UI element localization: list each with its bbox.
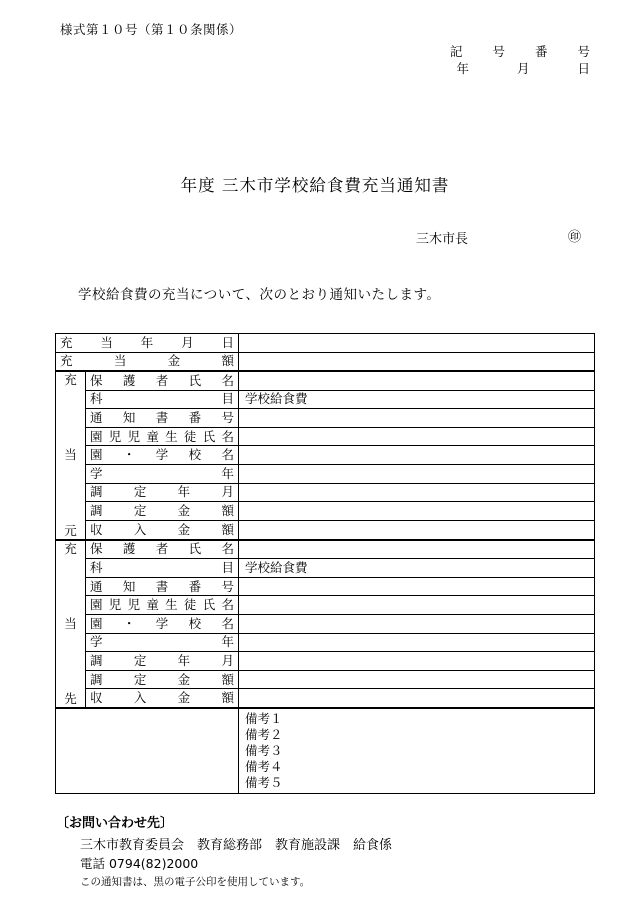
- row-value-field[interactable]: [239, 427, 595, 446]
- seal-mark: ㊞: [568, 230, 582, 245]
- row-label: 園児児童生徒氏名: [86, 427, 239, 446]
- row-value-field[interactable]: 学校給食費: [239, 559, 595, 578]
- note-line: 備考３: [245, 743, 283, 758]
- section-row: [56, 409, 595, 428]
- header-row: [56, 334, 595, 353]
- section-row: [56, 633, 595, 652]
- row-label: 収入金額: [86, 520, 239, 539]
- side-label-stack: [56, 372, 85, 539]
- registry-char: 日: [577, 61, 590, 76]
- row-value-field[interactable]: [239, 596, 595, 615]
- side-char: 充: [64, 540, 77, 556]
- registry-number-line: [450, 43, 590, 60]
- row-label: 園・学校名: [86, 614, 239, 633]
- row-value-field[interactable]: [239, 334, 595, 353]
- row-value-field[interactable]: [239, 352, 595, 371]
- row-label: 保護者氏名: [86, 371, 239, 390]
- section-row: [56, 652, 595, 671]
- side-char: 充: [64, 372, 77, 387]
- section-row: [56, 390, 595, 409]
- section-row: [56, 427, 595, 446]
- note-line: 備考４: [245, 759, 283, 774]
- section-row: [56, 465, 595, 484]
- row-label: 学年: [86, 465, 239, 484]
- issuer-name: 三木市長: [416, 232, 469, 247]
- notes-cell[interactable]: [239, 708, 595, 794]
- row-value-field[interactable]: 学校給食費: [239, 390, 595, 409]
- section-row: [56, 670, 595, 689]
- row-label: 学年: [86, 633, 239, 652]
- form-number: 様式第１０号（第１０条関係）: [60, 22, 243, 37]
- row-label: 通知書番号: [86, 577, 239, 596]
- side-char: 先: [64, 691, 77, 706]
- side-char: 元: [64, 522, 77, 538]
- row-value-field[interactable]: [239, 689, 595, 708]
- section-row: [56, 614, 595, 633]
- header-row: [56, 352, 595, 371]
- registry-char: 号: [577, 44, 590, 59]
- registry-date-line: [450, 60, 590, 77]
- row-value-field[interactable]: [239, 371, 595, 390]
- row-value-field[interactable]: [239, 465, 595, 484]
- row-value-field[interactable]: [239, 652, 595, 671]
- row-label: 園・学校名: [86, 446, 239, 465]
- row-value-field[interactable]: [239, 502, 595, 521]
- registry-char: 号: [492, 44, 506, 59]
- section-row: [56, 596, 595, 615]
- row-label: 収入金額: [86, 689, 239, 708]
- row-label: 充当金額: [56, 352, 239, 371]
- section-row: [56, 371, 595, 390]
- section-row: [56, 689, 595, 708]
- contact-note: この通知書は、黒の電子公印を使用しています。: [80, 876, 311, 888]
- row-value-field[interactable]: [239, 577, 595, 596]
- section-row: [56, 577, 595, 596]
- row-value-field[interactable]: [239, 633, 595, 652]
- row-label: 調定年月: [86, 483, 239, 502]
- row-value-field[interactable]: [239, 483, 595, 502]
- notes-blank-cell: [56, 708, 239, 794]
- registry-char: 番: [535, 44, 548, 59]
- row-label: 調定金額: [86, 670, 239, 689]
- row-value-field[interactable]: [239, 409, 595, 428]
- section-row: [56, 540, 595, 559]
- row-value-field[interactable]: [239, 614, 595, 633]
- row-value-field[interactable]: [239, 670, 595, 689]
- row-label: 充当年月日: [56, 334, 239, 353]
- row-value-field[interactable]: [239, 446, 595, 465]
- row-label: 通知書番号: [86, 409, 239, 428]
- section-row: [56, 483, 595, 502]
- note-line: 備考２: [245, 727, 283, 742]
- registry-char: 記: [450, 44, 463, 59]
- registry-char: 月: [517, 61, 530, 76]
- section-row: [56, 446, 595, 465]
- notes-row: [56, 708, 595, 794]
- row-label: 科目: [86, 559, 239, 578]
- note-line: 備考１: [245, 711, 283, 726]
- row-label: 園児児童生徒氏名: [86, 596, 239, 615]
- side-char: 当: [64, 615, 77, 631]
- source_section-side-label: [56, 371, 86, 540]
- document-title: 年度 三木市学校給食費充当通知書: [180, 176, 450, 195]
- notification-table: [55, 333, 595, 794]
- intro-text: 学校給食費の充当について、次のとおり通知いたします。: [78, 287, 441, 303]
- section-row: [56, 520, 595, 539]
- contact-organization: 三木市教育委員会 教育総務部 教育施設課 給食係: [80, 838, 393, 853]
- side-label-stack: [56, 541, 85, 708]
- target_section-side-label: [56, 540, 86, 709]
- row-label: 調定年月: [86, 652, 239, 671]
- registry-char: 年: [456, 61, 470, 76]
- note-line: 備考５: [245, 775, 283, 790]
- row-label: 科目: [86, 390, 239, 409]
- row-value-field[interactable]: [239, 540, 595, 559]
- row-label: 調定金額: [86, 502, 239, 521]
- contact-heading: 〔お問い合わせ先〕: [56, 816, 174, 831]
- section-row: [56, 559, 595, 578]
- contact-phone: 電話 0794(82)2000: [80, 856, 199, 871]
- row-value-field[interactable]: [239, 520, 595, 539]
- section-row: [56, 502, 595, 521]
- row-label: 保護者氏名: [86, 540, 239, 559]
- registry-block: [450, 43, 590, 77]
- side-char: 当: [64, 447, 77, 463]
